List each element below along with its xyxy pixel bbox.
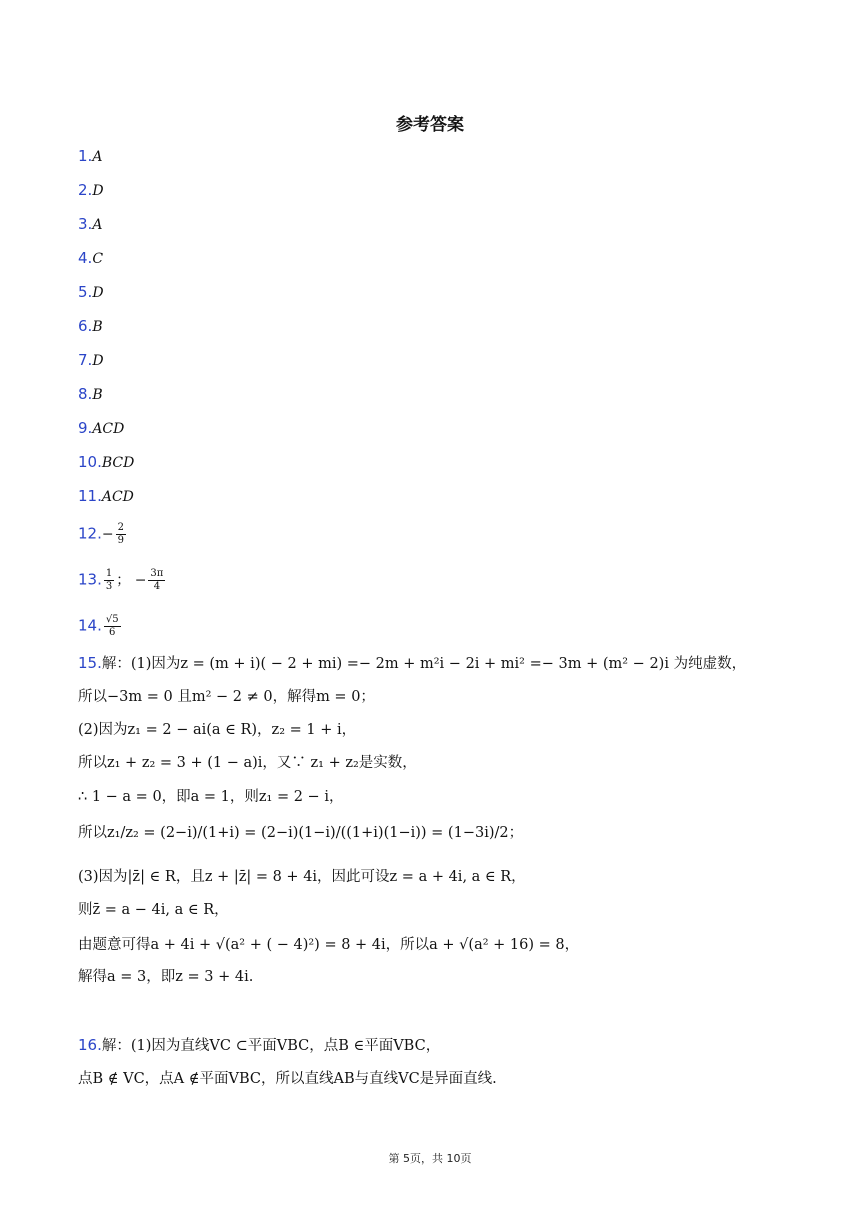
solution-text: ∴ 1 − a = 0，即a = 1，则z₁ = 2 − i， [78, 789, 344, 805]
answer-14 [78, 614, 123, 639]
answer-13 [78, 568, 167, 593]
answer-item [78, 350, 104, 371]
solution-text: 所以z₁ + z₂ = 3 + (1 − a)i，又∵ z₁ + z₂是实数， [78, 755, 417, 771]
answer-number: 2. [78, 181, 93, 199]
minus-sign: − [134, 572, 147, 589]
answer-number: 15. [78, 654, 102, 672]
answer-number: 1. [78, 147, 93, 165]
answer-choice: D [92, 353, 104, 369]
solution-line [78, 1034, 440, 1057]
answer-number: 5. [78, 283, 93, 301]
answer-choice: C [92, 251, 104, 267]
solution-line [78, 1068, 497, 1090]
separator: ； [116, 572, 131, 589]
solution-text: 解：(1)因为z = (m + i)( − 2 + mi) =− 2m + m²i − 2i + mi² =− 3m + (m² − 2)i 为纯虚数， [101, 656, 747, 672]
answer-number: 13. [78, 570, 102, 589]
answer-item [78, 282, 104, 303]
answer-choice: B [92, 387, 103, 403]
denominator: 4 [153, 581, 161, 592]
solution-line [78, 752, 417, 774]
numerator: 3π [150, 568, 164, 579]
answer-choice: A [92, 217, 103, 233]
answer-choice: B [92, 319, 103, 335]
denominator: 3 [105, 581, 113, 592]
answer-choice: BCD [101, 455, 135, 471]
answer-item [78, 180, 104, 201]
answer-number: 8. [78, 385, 93, 403]
answer-number: 9. [78, 419, 93, 437]
fraction [104, 614, 121, 639]
solution-text: 所以z₁/z₂ = (2−i)/(1+i) = (2−i)(1−i)/((1+i)(1−i)) = (1−3i)/2； [78, 825, 524, 841]
answer-choice: ACD [92, 421, 125, 437]
answer-number: 14. [78, 616, 102, 635]
solution-line [78, 934, 579, 956]
fraction [116, 522, 126, 547]
numerator: 2 [117, 522, 124, 533]
solution-line [78, 786, 343, 808]
solution-line [78, 652, 746, 675]
solution-text: (2)因为z₁ = 2 − ai(a ∈ R)，z₂ = 1 + i， [78, 722, 357, 738]
denominator: 6 [109, 627, 116, 638]
answer-number: 16. [78, 1036, 102, 1054]
solution-line [78, 719, 356, 741]
answer-choice: A [92, 149, 103, 165]
answer-number: 10. [78, 453, 102, 471]
solution-text: 则z̄ = a − 4i, a ∈ R， [78, 902, 229, 918]
answer-number: 11. [78, 487, 102, 505]
page-title: 参考答案 [396, 115, 464, 135]
solution-line [78, 899, 229, 921]
answer-item [78, 418, 124, 439]
solution-line [78, 822, 523, 844]
denominator: 9 [117, 535, 124, 546]
answer-number: 6. [78, 317, 93, 335]
solution-text: 解得a = 3，即z = 3 + 4i. [78, 969, 254, 985]
answer-choice: ACD [101, 489, 134, 505]
solution-text: 由题意可得a + 4i + √(a² + ( − 4)²) = 8 + 4i，所以a + √(a² + 16) = 8， [78, 937, 580, 953]
solution-line [78, 966, 253, 988]
answer-item [78, 146, 102, 167]
solution-text: 所以−3m = 0 且m² − 2 ≠ 0，解得m = 0； [78, 689, 375, 705]
page-footer: 第 5页，共 10页 [388, 1152, 472, 1165]
solution-line [78, 866, 526, 888]
answer-item [78, 248, 103, 269]
answer-choice: D [92, 183, 104, 199]
answer-item [78, 384, 103, 405]
answer-number: 12. [78, 524, 102, 543]
answer-number: 7. [78, 351, 93, 369]
answer-number: 4. [78, 249, 93, 267]
numerator: √5 [105, 614, 119, 625]
answer-choice: D [92, 285, 104, 301]
solution-text: 点B ∉ VC，点A ∉平面VBC，所以直线AB与直线VC是异面直线. [78, 1071, 497, 1087]
solution-text: (3)因为|z̄| ∈ R，且z + |z̄| = 8 + 4i，因此可设z = a + 4i, a ∈ R， [78, 869, 526, 885]
answer-item [78, 486, 134, 507]
solution-line [78, 686, 375, 708]
fraction-b [148, 568, 165, 593]
fraction-a [104, 568, 114, 593]
answer-item [78, 316, 103, 337]
answer-item [78, 214, 102, 235]
answer-number: 3. [78, 215, 93, 233]
answer-item [78, 452, 134, 473]
minus-sign: − [101, 526, 114, 543]
answer-12 [78, 522, 128, 547]
solution-text: 解：(1)因为直线VC ⊂平面VBC，点B ∈平面VBC， [101, 1038, 441, 1054]
numerator: 1 [105, 568, 113, 579]
